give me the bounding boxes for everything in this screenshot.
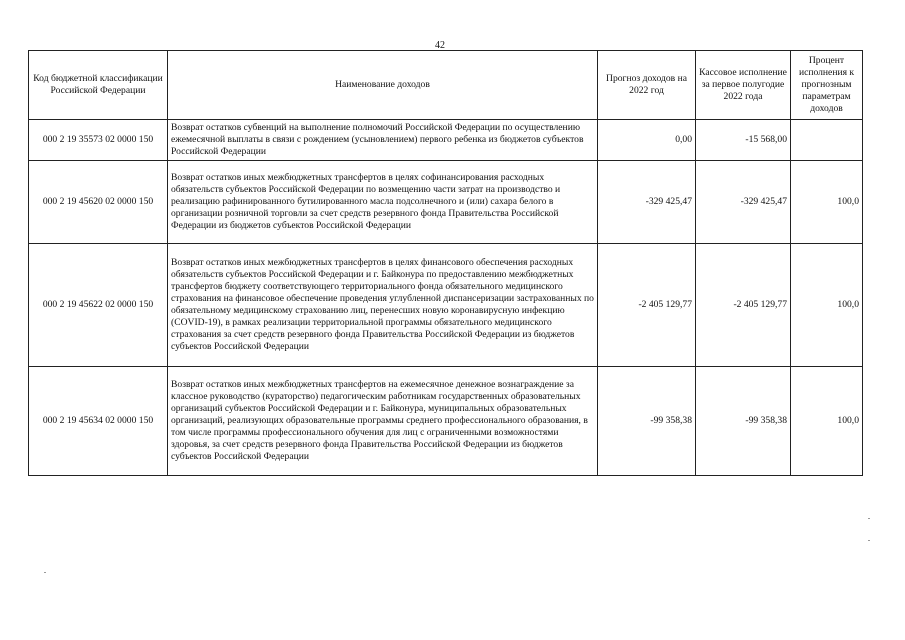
row-code: 000 2 19 35573 02 0000 150	[29, 120, 168, 161]
row-forecast: -2 405 129,77	[598, 244, 696, 367]
scan-speck	[44, 572, 46, 573]
table-row	[29, 244, 863, 367]
row-code: 000 2 19 45634 02 0000 150	[29, 367, 168, 476]
row-forecast: -329 425,47	[598, 161, 696, 244]
row-percent	[791, 120, 863, 161]
header-code: Код бюджетной классификации Российской Федерации	[29, 51, 168, 120]
page-number: 42	[435, 40, 445, 51]
table-row	[29, 367, 863, 476]
header-forecast: Прогноз доходов на 2022 год	[598, 51, 696, 120]
row-forecast: -99 358,38	[598, 367, 696, 476]
header-percent: Процент исполнения к прогнозным параметрам доходов	[791, 51, 863, 120]
row-code: 000 2 19 45622 02 0000 150	[29, 244, 168, 367]
scan-speck	[868, 518, 870, 519]
header-name: Наименование доходов	[168, 51, 598, 120]
row-name: Возврат остатков иных межбюджетных трансфертов в целях финансового обеспечения расходных обязательств субъектов Российской Федерации и г. Байконура по предоставлению межбюджетных трансфертов бюджету соответствующего территориального фонда обязательного медицинского страхования на финансовое обеспечение проведения углубленной диспансеризации застрахованных по обязательному медицинскому страхованию лиц, перенесших новую коронавирусную инфекцию (COVID-19), в рамках реализации территориальной программы обязательного медицинского страхования за счет средств резервного фонда Правительства Российской Федерации из бюджетов субъектов Российской Федерации	[168, 244, 598, 367]
row-cash: -15 568,00	[696, 120, 791, 161]
revenue-table	[28, 50, 863, 476]
row-percent: 100,0	[791, 367, 863, 476]
row-name: Возврат остатков субвенций на выполнение полномочий Российской Федерации по осуществлению ежемесячной выплаты в связи с рождением (усыновлением) первого ребенка из бюджетов субъектов Российской Федерации	[168, 120, 598, 161]
row-code: 000 2 19 45620 02 0000 150	[29, 161, 168, 244]
scan-speck	[868, 540, 870, 541]
table-row	[29, 120, 863, 161]
row-cash: -329 425,47	[696, 161, 791, 244]
row-percent: 100,0	[791, 244, 863, 367]
table-row	[29, 161, 863, 244]
table-header-row	[29, 51, 863, 120]
row-cash: -2 405 129,77	[696, 244, 791, 367]
row-cash: -99 358,38	[696, 367, 791, 476]
header-cash: Кассовое исполнение за первое полугодие 2022 года	[696, 51, 791, 120]
row-percent: 100,0	[791, 161, 863, 244]
row-forecast: 0,00	[598, 120, 696, 161]
row-name: Возврат остатков иных межбюджетных трансфертов в целях софинансирования расходных обязательств субъектов Российской Федерации по возмещению части затрат на производство и реализацию рафинированного бутилированного масла подсолнечного и (или) сахара белого в организации розничной торговли за счет средств резервного фонда Правительства Российской Федерации из бюджетов субъектов Российской Федерации	[168, 161, 598, 244]
row-name: Возврат остатков иных межбюджетных трансфертов на ежемесячное денежное вознаграждение за классное руководство (кураторство) педагогическим работникам государственных образовательных организаций субъектов Российской Федерации и г. Байконура, муниципальных образовательных организаций, реализующих образовательные программы среднего профессионального образования, в том числе программы профессионального обучения для лиц с ограниченными возможностями здоровья, за счет средств резервного фонда Правительства Российской Федерации из бюджетов субъектов Российской Федерации	[168, 367, 598, 476]
